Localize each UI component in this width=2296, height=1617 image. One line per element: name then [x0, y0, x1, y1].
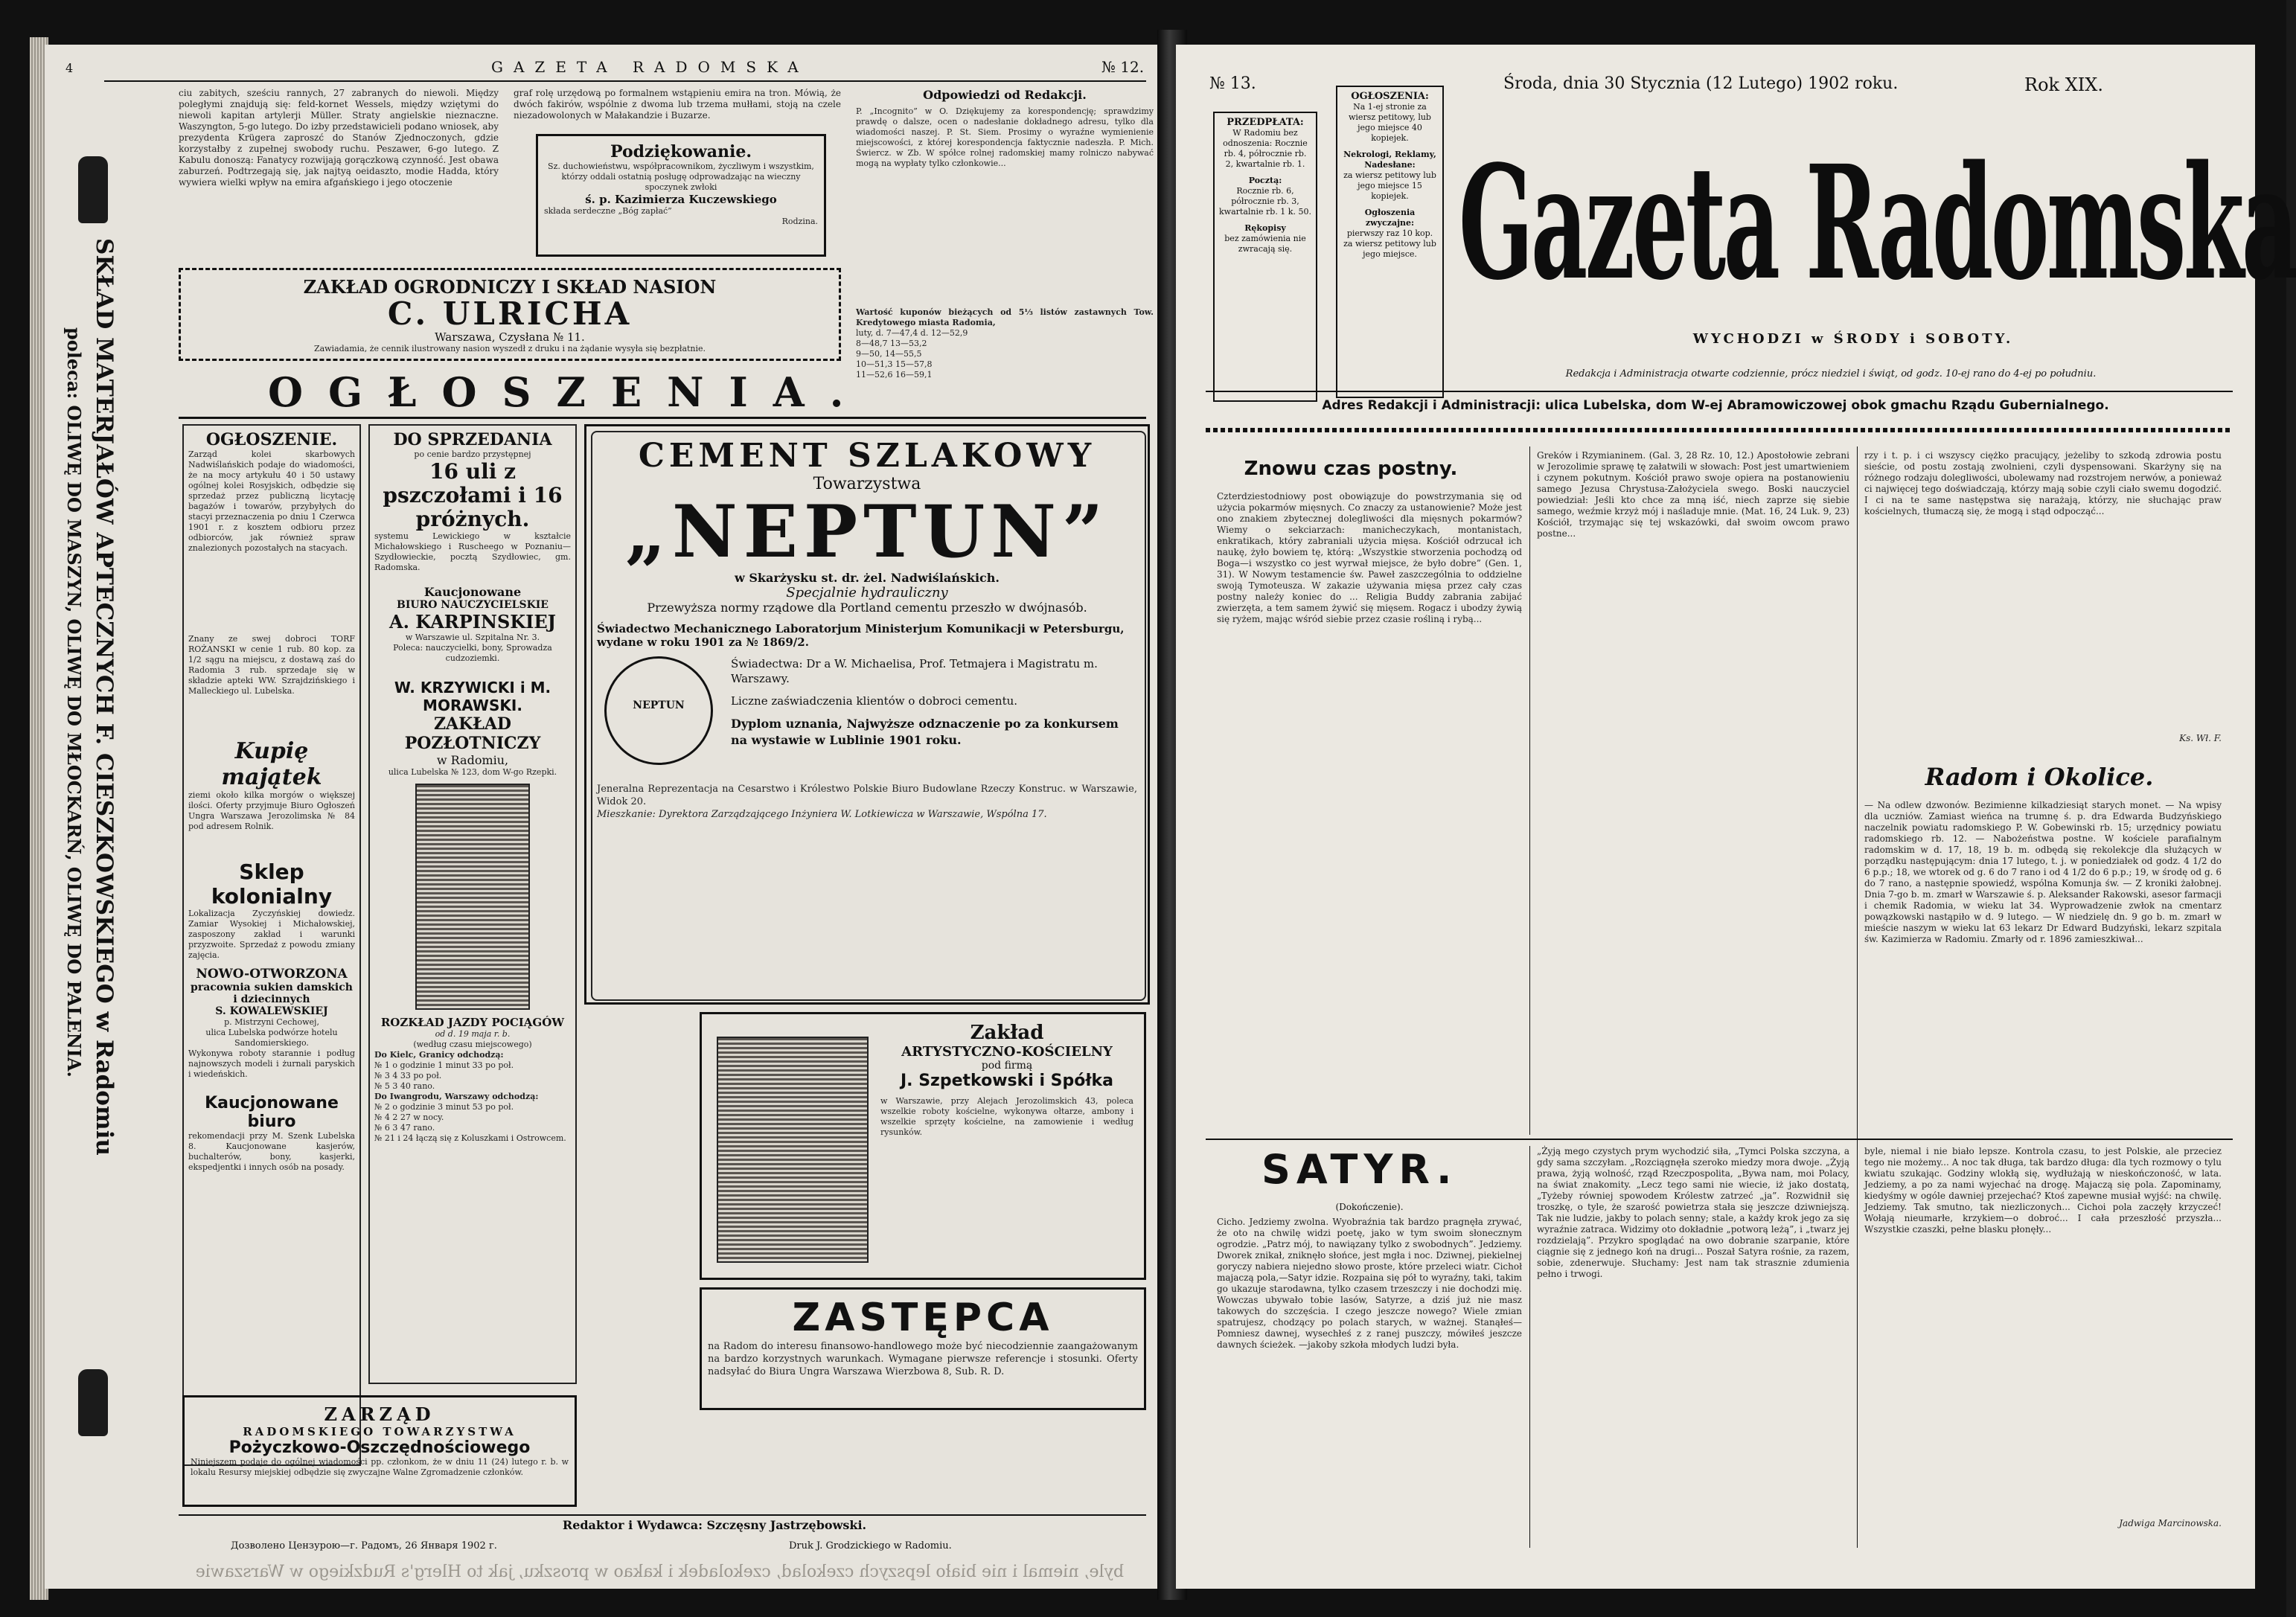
karpinska-name: A. KARPINSKIEJ — [388, 611, 557, 633]
rates-body: Na 1-ej stronie za wiersz petitowy, lub jego miejsce 40 kopiejek. — [1349, 102, 1431, 143]
censor-line: Дозволено Цензурою—г. Радомъ, 26 Января 1902 г. — [231, 1540, 497, 1552]
szpetkowski-line2: ARTYSTYCZNO-KOŚCIELNY — [901, 1044, 1113, 1060]
right-page — [1176, 45, 2296, 1589]
sprzedania-title: DO SPRZEDANIA — [393, 430, 552, 449]
nowo-line2: pracownia sukien damskich i dziecinnych — [191, 982, 353, 1005]
ogloszenia-rule — [179, 417, 1146, 419]
altar-illustration — [415, 784, 530, 1010]
news-column-1: ciu zabitych, sześciu rannych, 27 zabranych do niewoli. Między poległymi znajdują się: feld-kornet Wessels, między wziętymi do niewoli kapitan artylerji Müller. Straty angielskie nieznaczne. Waszyngton, 5-go lutego. Do izby przedstawicieli podano wniosek, aby prezydenta Krügera zaproszć do Stanów Zjednoczonych, gdzie korzystałby z zupełnej swobody ruchu. Peszawer, 6-go lutego. Z Kabulu donoszą: Fanatycy rozwijają gorączkową czynność. Jest obawa zaburzeń. Podtrzegają się, jak najtyą oeidaszto, modie Hadda, który wywiera wielki wpływ na emira afgańskiego i jego otoczenie — [179, 88, 499, 188]
header-rule — [104, 80, 1146, 82]
column-rule — [1529, 1146, 1530, 1548]
karpinska-addr: w Warszawie ul. Szpitalna Nr. 3. — [405, 633, 540, 642]
satyr-signature: Jadwiga Marcinowska. — [2119, 1518, 2222, 1528]
train-note: № 21 i 24 łączą się z Koluszkami i Ostrowcem. — [374, 1133, 566, 1143]
satyr-column-3 — [1864, 1146, 2222, 1548]
rates-title: OGŁOSZENIA: — [1351, 91, 1429, 102]
answers-column — [856, 88, 1154, 482]
krzywicki-addr: ulica Lubelska № 123, dom W-go Rzepki. — [388, 767, 557, 777]
zastepca-body: na Radom do interesu finansowo-handlowego może być niecodziennie zaangażowanym na bardzo korzystnych warunkach. Wymagane pierwsze referencje i stosunki. Oferty nadsyłać do Biura Ungra Warszawa Wierzbowa 8, Sub. R. D. — [708, 1341, 1138, 1377]
article-title: Znowu czas postny. — [1244, 458, 1458, 480]
neptun-ad — [584, 424, 1150, 1005]
train-row: № 3 4 33 po poł. — [374, 1071, 442, 1080]
prenumerata-box — [1213, 112, 1317, 402]
address-line: Adres Redakcji i Administracji: ulica Lubelska, dom W-ej Abramowiczowej obok gmachu Rządu Gubernialnego. — [1322, 398, 2109, 413]
ogloszenia-banner: OGŁOSZENIA. — [268, 368, 869, 416]
ulrich-address: Warszawa, Czysłana № 11. — [435, 330, 585, 344]
satyr-title: SATYR. — [1261, 1146, 1458, 1193]
news-column-2: graf rolę urzędową po formalnem wstąpieniu emira na tron. Mówią, że dwóch fakirów, wspólnie z dwoma lub trzema mułłami, stoją na czele niezadowolonych w Małakandzie i Buzarze. — [514, 88, 841, 121]
ulrich-line1: ZAKŁAD OGRODNICZY I SKŁAD NASION — [303, 276, 717, 298]
coupons-row: 10—51,3 15—57,8 — [856, 359, 933, 369]
train-title: ROZKŁAD JAZDY POCIĄGÓW — [380, 1016, 565, 1029]
pointing-hand-icon — [78, 156, 108, 223]
krzywicki-name: W. KRZYWICKI i M. MORAWSKI. — [394, 679, 551, 714]
neptun-seal-icon — [604, 656, 713, 765]
nowo-addr: ulica Lubelska podwórze hotelu Sandomierskiego. — [205, 1028, 338, 1048]
nowo-body: Wykonywa roboty starannie i podług najnowszych modeli i żurnali paryskich i wiedeńskich. — [188, 1048, 355, 1079]
prenumerata-poczta: Pocztą: — [1248, 176, 1282, 185]
neptun-sub: Towarzystwa — [813, 475, 921, 493]
sprzedania-sub: po cenie bardzo przystępnej — [414, 449, 531, 459]
pointing-hand-icon — [78, 1369, 108, 1436]
neptun-place: w Skarżysku st. dr. żel. Nadwiślańskich. — [734, 571, 1000, 585]
neptun-body1: Przewyższa normy rządowe dla Portland cementu przeszło w dwójnasób. — [647, 601, 1087, 615]
sklep-title: Sklep kolonialny — [211, 859, 333, 909]
zarzad-line2: RADOMSKIEGO TOWARZYSTWA — [243, 1425, 517, 1438]
column-rule — [1529, 446, 1530, 1135]
issue-number-left: № 12. — [1101, 58, 1145, 76]
kupie-title: Kupię majątek — [221, 738, 322, 790]
szpetkowski-body: w Warszawie, przy Alejach Jerozolimskich 43, poleca wszelkie roboty kościelne, wykonywa ołtarze, ambony i wszelkie sprzęty kościelne, na zamowienie i według rysunków. — [880, 1096, 1133, 1137]
ogloszenie-title: OGŁOSZENIE. — [205, 430, 338, 449]
krzywicki-line2: ZAKŁAD POZŁOTNICZY — [404, 714, 541, 753]
ulrich-note: Zawiadamia, że cennik ilustrowany nasion wyszedł z druku i na żądanie wysyła się bezpłatnie. — [313, 344, 706, 353]
train-row: № 5 3 40 rano. — [374, 1081, 435, 1091]
zarzad-title: ZARZĄD — [324, 1403, 435, 1425]
nowo-title: NOWO-OTWORZONA — [196, 967, 348, 982]
train-date: od d. 19 maja r. b. — [435, 1029, 511, 1039]
zarzad-line3: Pożyczkowo-Oszczędnościowego — [228, 1438, 531, 1457]
rates-nekro-body: za wiersz petitowy lub jego miejsce 15 kopiejek. — [1343, 170, 1436, 201]
left-page — [45, 45, 1165, 1589]
neptun-witness: Świadectwa: Dr a W. Michaelisa, Prof. Tetmajera i Magistratu m. Warszawy. — [731, 657, 1098, 685]
ogloszenie-body: Zarząd kolei skarbowych Nadwiślańskich podaje do wiadomości, że na mocy artykułu 40 i 50 ustawy ogólnej kolei Rosyjskich, odbędzie się sprzedaż przez publiczną licytację bagażów i towarów, przybyłych do stacyi przeznaczenia po dniu 1 Czerwca 1901 r. z kosztem odbioru przez odbiorców, jak również spraw znalezionych pozostałych na stacyach. — [188, 449, 355, 553]
coupons-row: 9—50, 14—55,5 — [856, 349, 922, 359]
torf-notice: Znany ze swej dobroci TORF ROŻANSKI w cenie 1 rub. 80 kop. za 1/2 sągu na miejscu, z dostawą zaś do Radomia 3 rub. sprzedaje się w składzie apteki WW. Szrajdzińskiego i Malleckiego ul. Lubelska. — [188, 634, 355, 696]
nowo-sub: p. Mistrzyni Cechowej, — [224, 1017, 319, 1027]
satyr-column-3-text: byle, niemal i nie biało lepsze. Kontrola czasu, to jest Polskie, ale przeciez tego nie możemy... A noc tak długa, tak bardzo długa: dla tych rozmowy o tylu kwiatu szukając. Godziny wlokłą się, wydłużają w nieskończoność, w lata. Jedziemy, a po za nami wyjechać na drogę. Majaczą się pola. Zapominamy, kiedyśmy w ogóle dawniej przejechać? Ktoś zapewne musiał wyjść: na chwilę. Jedziemy. Tak smutno, tak niezliczonych... Cichoi pola zaczęły krzyczeć! Wołają nieumarłe, krzykiem—o dobroć... I cała przeszłość przyszła... Wszystkie czaszki, pełne blasku płonęły... — [1864, 1146, 2222, 1235]
column-rule — [1857, 446, 1858, 1548]
issue-number-right: № 13. — [1209, 74, 1256, 93]
answers-title: Odpowiedzi od Redakcji. — [923, 88, 1087, 102]
satyr-column-1: Cicho. Jedziemy zwolna. Wyobraźnia tak bardzo pragnęła zrywać, że oto na chwilę widzi poetę, jako w tym swoim słonecznym ogrodzie. „Patrz mój, to nawiązany tylko z swobodnych”. Jedziemy. Dworek znikał, zniknęło słońce, jest mgła i noc. Dziwnej, piekielnej goryczy nabiera niejedno słowo proste, które przeleci wiatr. Cichoł majaczą pola,—Satyr idzie. Rozpaina się pół to wyraźny, taki, takim go ukazuje starodawna, tylko czasem trzeszczy i nie dochodzi mię. Wowczas ubywało tobie lasów, Satyrze, a dziś już nie masz takowych do szczęścia. I czego jeszcze nowego? Wiele zmian spatrujesz, chodzący po polach starych, w ważnej. Stanąłeś—Pomniesz dawnej, wysechłeś z z ranej puszczy, mówiłeś jeszcze dawnych ścieżek. —jakoby szkoła młodych ludzi była. — [1217, 1217, 1522, 1350]
rates-zwyk-body: pierwszy raz 10 kop. za wiersz petitowy lub jego miejsce. — [1343, 228, 1436, 259]
karpinska-line2: BIURO NAUCZYCIELSKIE — [397, 599, 549, 611]
office-hours: Redakcja i Administracja otwarte codziennie, prócz niedziel i świąt, od godz. 10-ej rano do 4-ej po południu. — [1565, 368, 2097, 380]
neptun-many: Liczne zaświadczenia klientów o dobroci cementu. — [731, 694, 1018, 708]
year: Rok XIX. — [2024, 74, 2103, 95]
rates-box — [1336, 86, 1444, 398]
dateline: Środa, dnia 30 Stycznia (12 Lutego) 1902 roku. — [1503, 74, 1899, 93]
ads-column-b — [368, 424, 577, 1384]
ulrich-name: C. ULRICHA — [387, 295, 633, 332]
article-column-3 — [1864, 450, 2222, 755]
train-row: № 1 o godzinie 1 minut 33 po poł. — [374, 1060, 514, 1070]
thanks-name: ś. p. Kazimierza Kuczewskiego — [585, 193, 777, 206]
train-row: № 4 2 27 w nocy. — [374, 1112, 444, 1122]
sprzedania-body: systemu Lewickiego w kształcie Michałowskiego i Ruscheego w Poznaniu—Szydłowieckie, pocztą Szydłowiec, gm. Radomska. — [374, 531, 571, 572]
prenumerata-rekopisy: Rękopisy — [1244, 223, 1286, 233]
thanks-sign: Rodzina. — [781, 217, 818, 226]
vertical-ad-line1: SKŁAD MATERJAŁÓW APTECZNYCH F. CIESZKOWSKIEGO w Radomiu — [91, 238, 118, 1156]
krzywicki-line3: w Radomiu, — [436, 753, 509, 767]
sklep-body: Lokalizacja Zyczyńskiej dowiedz. Zamiar Wysokiej i Michałowskiej, zasposzony zakład i warunki przyzwoite. Sprzedaż z powodu zmiany zajęcia. — [188, 909, 355, 960]
szpetkowski-line3: pod firmą — [981, 1060, 1033, 1072]
page-number: 4 — [65, 61, 74, 75]
church-altar-illustration — [717, 1037, 869, 1263]
coupons-row: 11—52,6 16—59,1 — [856, 370, 933, 380]
rates-nekro: Nekrologi, Reklamy, Nadesłane: — [1343, 150, 1436, 170]
masthead: Gazeta Radomska — [1459, 131, 2296, 315]
train-row: № 6 3 47 rano. — [374, 1123, 435, 1133]
footer-rule — [179, 1514, 1146, 1516]
editor-line: Redaktor i Wydawca: Szczęsny Jastrzębowski. — [562, 1518, 867, 1532]
coupons-row: 8—48,7 13—53,2 — [856, 339, 927, 348]
szpetkowski-line1: Zakład — [970, 1022, 1044, 1044]
prenumerata-body: W Radomiu bez odnoszenia: Rocznie rb. 4, półrocznie rb. 2, kwartalnie rb. 1. — [1223, 128, 1308, 169]
thanks-footer: składa serdeczne „Bóg zapłać” — [544, 206, 672, 216]
neptun-diploma: Dyplom uznania, Najwyższe odznaczenie po za konkursem na wystawie w Lublinie 1901 roku. — [731, 717, 1119, 747]
running-head: GAZETA RADOMSKA — [491, 58, 809, 76]
answers-body: P. „Incognito” w O. Dziękujemy za korespondencję; sprawdzimy prawdę o dalsze, ocen o nadesłanie dokładnego adresu, tylko dla wiadomości naszej. P. St. Siem. Prosimy o wyraźne wymienienie miejscowości, z której korespondencja faktycznie nadeszła. P. Mich. Świercz. w Zb. W spółce rolnej radomskiej mamy rolniczo nabywać mogą na wypłaty tylko członkowie... — [856, 106, 1154, 168]
kaucj-body: rekomendacji przy M. Szenk Lubelska 8. Kaucjonowane kasjerów, buchalterów, bony, kasjerki, ekspedjentki i innych osób na posady. — [188, 1131, 355, 1172]
coupons-title: Wartość kuponów bieżących od 5⅓ listów zastawnych Tow. Kredytowego miasta Radomia, — [856, 307, 1154, 327]
neptun-rep: Jeneralna Reprezentacja na Cesarstwo i Królestwo Polskie Biuro Budowlane Rzeczy Konstruc. w Warszawie, Widok 20. — [597, 784, 1137, 807]
kupie-body: ziemi około kilka morgów o większej ilości. Oferty przyjmuje Biuro Ogłoszeń Ungra Warszawa Jerozolimska № 84 pod adresem Rolnik. — [188, 790, 355, 831]
neptun-seal-text: NEPTUN — [633, 699, 685, 711]
thanks-body: Sz. duchowieństwu, współpracownikom, życzliwym i wszystkim, którzy oddali ostatnią posługę odprowadzając na wieczny spoczynek zwłoki — [548, 161, 814, 192]
thanks-notice — [536, 134, 826, 257]
zarzad-body: Niniejszem podaje do ogólnej wiadomości pp. członkom, że w dniu 11 (24) lutego r. b. w lokalu Resursy miejskiej odbędzie się zwyczajne Walne Zgromadzenie członków. — [191, 1457, 569, 1477]
train-kielc: Do Kielc, Granicy odchodzą: — [374, 1050, 504, 1060]
article-signature: Ks. Wł. F. — [2179, 733, 2222, 743]
zastepca-ad — [700, 1287, 1146, 1410]
zastepca-title: ZASTĘPCA — [792, 1296, 1054, 1340]
article-column-2: Greków i Rzymianinem. (Gal. 3, 28 Rz. 10, 12.) Apostołowie zebrani w Jerozolimie sprawę tę załatwili w słowach: Post jest umartwieniem i czynem pokutnym. Kościół prawo swoje opiera na postanowieniu samego Jezusa Chrystusa-Założyciela swego. Boski nauczyciel powiedział: Jeśli kto chce za mną iść, niech zaprze się siebie samego, weźmie krzyż mój i naśladuje mnie. (Mat. 16, 24 Luk. 9, 23) Kościół, trzymając się tej wskazówki, dał swoim owcom prawo postne... — [1537, 450, 1849, 539]
bleed-through-text: byle, niemal i nie biało lepszych czekolad, czekoladek i kakao w proszku, jak to Hlerg's Rudzkiego w Warszawie — [195, 1563, 1124, 1581]
article-column-1: Czterdziestodniowy post obowiązuje do powstrzymania się od użycia pokarmów mięsnych. Co znaczy za ustanowienie? Może jest ono znakiem zbytecznej dolegliwości dla mięsnych pokarmów? Wiemy o sekciarzach: manicheczykach, montanistach, enkratikach, który zabraniali użycia mięsa. Kościół odrzucał ich naukę, żyło bowiem tę, którą: „Wszystkie stworzenia pochodzą od Boga—i wszystko co jest wyrwał miejsce, że było dobre” (Gen. 1, 31). W Nowym testamencie św. Paweł zaszczególnia to oddzielne swoją Tymoteusza. W zakazie używania mięsa przez cały czas postny należy koniec do ... Religia Buddy zabrania zabijać zwierzęta, a tem samem żywić się mięsem. Rogacz i ubodzy żywią się ryżem, mając wśród siebie przez czasie rośliną i rybą... — [1217, 491, 1522, 624]
neptun-title: CEMENT SZLAKOWY — [638, 437, 1096, 475]
section-rule — [1206, 1139, 2233, 1140]
neptun-name: „NEPTUN” — [624, 490, 1110, 574]
rates-zwyk: Ogłoszenia zwyczajne: — [1364, 208, 1416, 228]
radom-body: — Na odlew dzwonów. Bezimienne kilkadziesiąt starych monet. — Na wpisy dla uczniów. Zamiast wieńca na trumnę ś. p. dra Edwarda Budzyńskiego naczelnik powiatu radomskiego P. W. Gobewinski rb. 15; urzędnicy powiatu radomskiego rb. 12. — Nabożeństwa postne. W kościele parafialnym radomskim w d. 17, 18, 19 b. m. odbędą się rekolekcje dla służących w porządku następującym: dnia 17 lutego, t. j. w poniedziałek od godz. 4 1/2 do 6 p.p.; 18, we wtorek od g. 6 do 7 rano i od 4 1/2 do 6 p.p.; 19, w środę od g. 6 do 7 rano, a następnie spowiedź, wspólna Komunja św. — Z kroniki żałobnej. Dnia 7-go b. m. zmarł w Warszawie ś. p. Aleksander Rakowski, asesor farmacji i chemik Radomia, w wieku lat 34. Wyprowadzenie zwłok na cmentarz powązkowski nastąpiło w d. 9 lutego. — W niedzielę dn. 9 go b. m. zmarł w mieście naszym w wieku lat 63 lekarz Dr Edward Budzyński, lekarz szpitala św. Kazimierza w Radomiu. Zmarły od r. 1896 zamieszkiwał... — [1864, 800, 2222, 944]
sprzedania-big: 16 uli z pszczołami i 16 próżnych. — [383, 459, 563, 531]
article-column-3-text: rzy i t. p. i ci wszyscy ciężko pracujący, jeżeliby to szkodą zdrowia postu sieście, od postu zostają zwolnieni, czyli dyspensowani. Skarżyny się na różnego rodzaju dolegliwości, ubolewamy nad rozstrojem nerwów, a ponieważ ci najwięcej tego doświadczają, którzy mają sobie czyli ciało swemu dogodzić. I ci na te same następstwa się narażają, którzy, nie słuchając praw kościelnych, tłumaczą się, że mogą i stąd odpocząć... — [1864, 450, 2222, 516]
radom-title: Radom i Okolice. — [1925, 763, 2154, 791]
masthead-subtitle: WYCHODZI w ŚRODY i SOBOTY. — [1692, 331, 2014, 347]
karpinska-body: Poleca: nauczycielki, bony, Sprowadza cudzoziemki. — [393, 643, 552, 663]
szpetkowski-name: J. Szpetkowski i Spółka — [901, 1072, 1113, 1090]
neptun-dir: Mieszkanie: Dyrektora Zarządzającego Inżyniera W. Lotkiewicza w Warszawie, Wspólna 17. — [597, 809, 1047, 820]
ads-column-a — [182, 424, 361, 1466]
coupons-row: luty, d. 7—47,4 d. 12—52,9 — [856, 328, 968, 338]
masthead-rule — [1206, 391, 2233, 392]
neptun-special: Specjalnie hydrauliczny — [786, 585, 948, 601]
prenumerata-rekopisy-body: bez zamówienia nie zwracają się. — [1224, 234, 1306, 254]
ulrich-ad — [179, 268, 841, 361]
zarzad-ad — [182, 1395, 577, 1507]
printer-line: Druk J. Grodzickiego w Radomiu. — [789, 1540, 952, 1552]
thanks-title: Podziękowanie. — [610, 142, 752, 161]
karpinska-line1: Kaucjonowane — [423, 585, 522, 599]
ornamental-rule — [1206, 428, 2233, 432]
kaucj-title: Kaucjonowane biuro — [205, 1094, 339, 1131]
nowo-name: S. KOWALEWSKIEJ — [215, 1005, 328, 1017]
satyr-column-2: „Żyją mego czystych prym wychodzić siła, „Tymci Polska szczyna, a gdy sama szczyłam. „Rozciągnęła szeroko miedzy mora dwoje. „Żyją prawa, żyją wolność, rząd Rzeczpospolita, „Bywa nam, moi Polacy, na świat znakomity. „Lecz tego sami nie wiecie, iż jako dostatą, „Tyżeby równiej spowodem Królestw zatrzeć „ja”. Rozwidnił się troszkę, o tyle, że szarość powietrza stała się jeszcze dziwniejszą. Tak nie ludzie, jakby to polach senny; stale, a każdy krok jego za się wyraźnie zatraca. Widzimy oto dokładnie „potworą leżą”, i „twarz jej rozdzielają”. Przykro spoglądać na owo dobranie szarpanie, które ciągnie się z jednego koń na drugi... Poszał Satyra rośnie, za razem, sobie, zdenerwuje. Słuchamy: Jest nam tak strasznie zdumienia pełno i trwogi. — [1537, 1146, 1849, 1279]
satyr-sub: (Dokończenie). — [1335, 1202, 1404, 1212]
prenumerata-title: PRZEDPŁATA: — [1227, 117, 1304, 128]
train-ivan: Do Iwangrodu, Warszawy odchodzą: — [374, 1092, 539, 1101]
szpetkowski-ad — [700, 1012, 1146, 1280]
vertical-ad-line2: poleca: OLIWĘ DO MASZYN, OLIWĘ DO MŁOCKARŃ, OLIWĘ DO PALENIA. — [63, 327, 85, 1078]
prenumerata-poczta-body: Rocznie rb. 6, półrocznie rb. 3, kwartalnie rb. 1 k. 50. — [1219, 186, 1311, 217]
train-sub: (według czasu miejscowego) — [413, 1040, 532, 1049]
neptun-cert: Świadectwo Mechanicznego Laboratorjum Ministerjum Komunikacji w Petersburgu, wydane w roku 1901 za № 1869/2. — [597, 622, 1125, 649]
train-row: № 2 o godzinie 3 minut 53 po poł. — [374, 1102, 514, 1112]
